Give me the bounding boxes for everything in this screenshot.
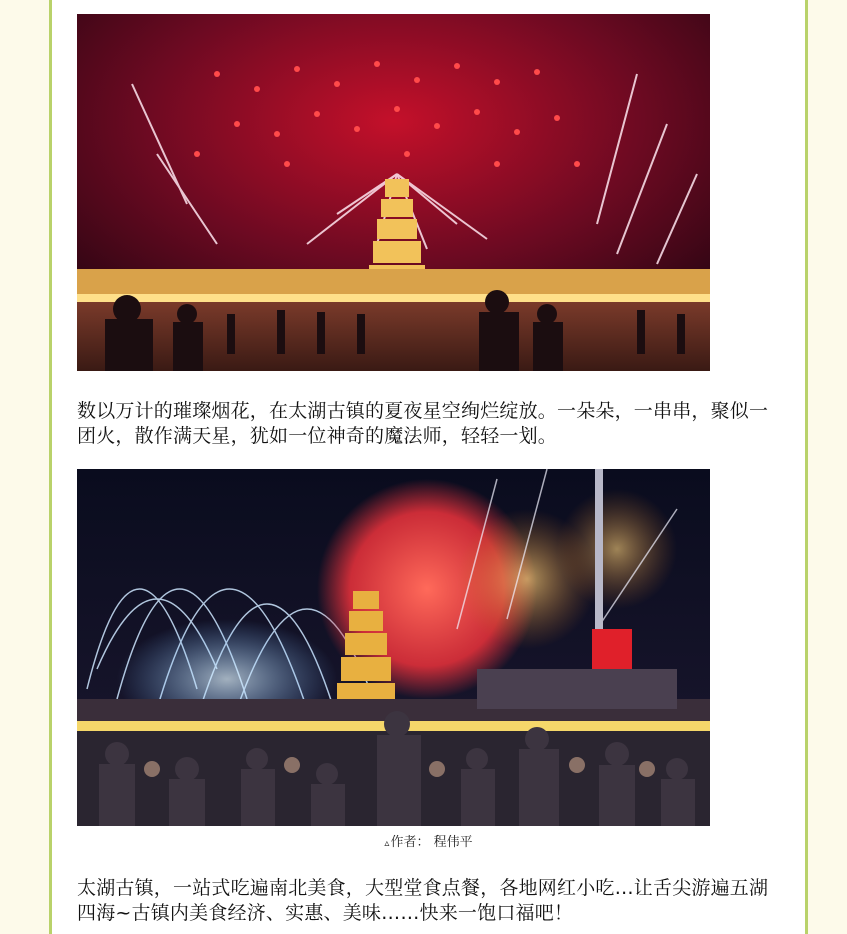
fireworks-photo-red [77,14,710,371]
paragraph-food: 太湖古镇，一站式吃遍南北美食，大型堂食点餐，各地网红小吃…让舌尖游遍五湖四海~古镇内美食经济、实惠、美味……快来一饱口福吧！ [77,877,769,924]
fireworks-photo-crowd [77,469,710,826]
fireworks-photo-red-illustration [77,14,710,371]
photo-caption [52,831,805,850]
article-body[interactable] [49,0,808,934]
caption-text: 作者： 程伟平 [390,835,473,850]
paragraph-fireworks: 数以万计的璀璨烟花，在太湖古镇的夏夜星空绚烂绽放。一朵朵，一串串，聚似一团火，散作满天星，犹如一位神奇的魔法师，轻轻一划。 [77,400,769,447]
fireworks-photo-crowd-illustration [77,469,710,826]
caption-triangle-icon: ▵ [384,838,390,849]
